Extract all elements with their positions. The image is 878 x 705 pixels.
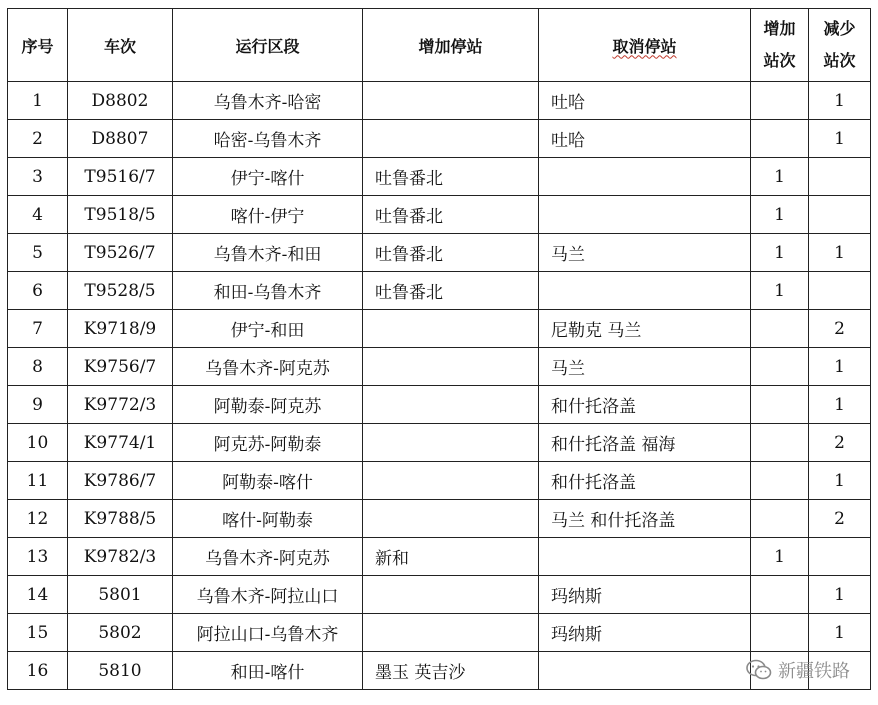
cell-reduce-count: 1 — [809, 462, 871, 500]
cell-section: 乌鲁木齐-阿克苏 — [173, 348, 363, 386]
header-add-count — [751, 9, 809, 82]
cell-reduce-count: 1 — [809, 234, 871, 272]
watermark — [746, 657, 850, 683]
cell-no: 11 — [8, 462, 68, 500]
cell-add-count — [751, 310, 809, 348]
schedule-change-table-container — [7, 8, 871, 690]
cell-reduce-count: 1 — [809, 120, 871, 158]
header-no: 序号 — [8, 9, 68, 82]
cell-add-stations — [363, 462, 539, 500]
cell-reduce-count: 2 — [809, 500, 871, 538]
cell-train: D8802 — [68, 82, 173, 120]
cell-cancel-stations: 马兰 和什托洛盖 — [539, 500, 751, 538]
cell-add-count — [751, 386, 809, 424]
cell-section: 喀什-伊宁 — [173, 196, 363, 234]
cell-add-stations: 吐鲁番北 — [363, 234, 539, 272]
cell-cancel-stations: 和什托洛盖 — [539, 462, 751, 500]
cell-section: 阿克苏-阿勒泰 — [173, 424, 363, 462]
cell-no: 9 — [8, 386, 68, 424]
schedule-change-table — [7, 8, 871, 690]
cell-reduce-count — [809, 272, 871, 310]
cell-reduce-count: 2 — [809, 424, 871, 462]
cell-reduce-count: 1 — [809, 348, 871, 386]
cell-add-stations — [363, 424, 539, 462]
cell-add-count — [751, 82, 809, 120]
cell-add-count: 1 — [751, 158, 809, 196]
cell-add-stations: 吐鲁番北 — [363, 158, 539, 196]
table-row — [8, 538, 871, 576]
header-cancel-stations — [539, 9, 751, 82]
table-row — [8, 196, 871, 234]
cell-add-stations — [363, 348, 539, 386]
cell-no: 15 — [8, 614, 68, 652]
cell-section: 乌鲁木齐-和田 — [173, 234, 363, 272]
cell-no: 2 — [8, 120, 68, 158]
cell-add-count: 1 — [751, 234, 809, 272]
cell-cancel-stations: 和什托洛盖 福海 — [539, 424, 751, 462]
cell-add-count — [751, 614, 809, 652]
cell-no: 14 — [8, 576, 68, 614]
cell-no: 8 — [8, 348, 68, 386]
cell-add-stations: 吐鲁番北 — [363, 196, 539, 234]
cell-train: K9772/3 — [68, 386, 173, 424]
cell-no: 1 — [8, 82, 68, 120]
cell-train: 5801 — [68, 576, 173, 614]
table-header-row — [8, 9, 871, 82]
table-row — [8, 82, 871, 120]
cell-train: K9782/3 — [68, 538, 173, 576]
cell-train: K9788/5 — [68, 500, 173, 538]
cell-cancel-stations: 玛纳斯 — [539, 614, 751, 652]
cell-add-count: 1 — [751, 272, 809, 310]
cell-section: 和田-喀什 — [173, 652, 363, 690]
header-train: 车次 — [68, 9, 173, 82]
cell-reduce-count: 1 — [809, 576, 871, 614]
cell-reduce-count — [809, 158, 871, 196]
cell-no: 10 — [8, 424, 68, 462]
cell-train: K9756/7 — [68, 348, 173, 386]
cell-add-stations — [363, 82, 539, 120]
table-row — [8, 652, 871, 690]
cell-section: 阿拉山口-乌鲁木齐 — [173, 614, 363, 652]
cell-add-count — [751, 348, 809, 386]
cell-no: 12 — [8, 500, 68, 538]
cell-train: T9526/7 — [68, 234, 173, 272]
cell-section: 阿勒泰-阿克苏 — [173, 386, 363, 424]
cell-section: 哈密-乌鲁木齐 — [173, 120, 363, 158]
cell-add-stations — [363, 614, 539, 652]
table-row — [8, 310, 871, 348]
cell-reduce-count: 2 — [809, 310, 871, 348]
cell-section: 乌鲁木齐-阿克苏 — [173, 538, 363, 576]
cell-cancel-stations — [539, 652, 751, 690]
cell-train: K9786/7 — [68, 462, 173, 500]
cell-reduce-count — [809, 196, 871, 234]
cell-no: 16 — [8, 652, 68, 690]
table-row — [8, 272, 871, 310]
cell-cancel-stations: 吐哈 — [539, 82, 751, 120]
cell-add-count — [751, 576, 809, 614]
watermark-text: 新疆铁路 — [778, 661, 850, 682]
cell-reduce-count: 1 — [809, 614, 871, 652]
cell-section: 阿勒泰-喀什 — [173, 462, 363, 500]
cell-cancel-stations: 玛纳斯 — [539, 576, 751, 614]
header-reduce-count — [809, 9, 871, 82]
cell-reduce-count — [809, 538, 871, 576]
cell-cancel-stations: 和什托洛盖 — [539, 386, 751, 424]
cell-section: 喀什-阿勒泰 — [173, 500, 363, 538]
cell-no: 5 — [8, 234, 68, 272]
cell-no: 3 — [8, 158, 68, 196]
header-cancel-stations-text: 取消停站 — [612, 36, 677, 56]
cell-cancel-stations — [539, 196, 751, 234]
header-reduce-count-line1: 减少 — [823, 19, 856, 38]
table-row — [8, 614, 871, 652]
table-row — [8, 500, 871, 538]
cell-add-stations — [363, 500, 539, 538]
cell-no: 13 — [8, 538, 68, 576]
cell-no: 7 — [8, 310, 68, 348]
cell-add-stations: 新和 — [363, 538, 539, 576]
table-body — [8, 82, 871, 690]
table-row — [8, 348, 871, 386]
cell-add-stations — [363, 310, 539, 348]
cell-train: T9528/5 — [68, 272, 173, 310]
cell-cancel-stations: 马兰 — [539, 348, 751, 386]
header-reduce-count-line2: 站次 — [823, 51, 856, 70]
cell-train: K9774/1 — [68, 424, 173, 462]
table-row — [8, 462, 871, 500]
cell-no: 6 — [8, 272, 68, 310]
cell-train: 5802 — [68, 614, 173, 652]
table-row — [8, 424, 871, 462]
cell-train: 5810 — [68, 652, 173, 690]
table-row — [8, 386, 871, 424]
cell-add-stations: 吐鲁番北 — [363, 272, 539, 310]
cell-add-count — [751, 462, 809, 500]
table-row — [8, 120, 871, 158]
header-section: 运行区段 — [173, 9, 363, 82]
cell-cancel-stations: 吐哈 — [539, 120, 751, 158]
header-add-count-line1: 增加 — [763, 19, 796, 38]
table-row — [8, 576, 871, 614]
cell-add-count: 1 — [751, 196, 809, 234]
cell-section: 乌鲁木齐-阿拉山口 — [173, 576, 363, 614]
cell-reduce-count: 1 — [809, 386, 871, 424]
cell-section: 乌鲁木齐-哈密 — [173, 82, 363, 120]
cell-cancel-stations — [539, 158, 751, 196]
cell-add-stations — [363, 386, 539, 424]
cell-train: T9516/7 — [68, 158, 173, 196]
table-row — [8, 158, 871, 196]
cell-add-count: 1 — [751, 538, 809, 576]
cell-train: T9518/5 — [68, 196, 173, 234]
cell-section: 和田-乌鲁木齐 — [173, 272, 363, 310]
cell-add-count — [751, 500, 809, 538]
cell-section: 伊宁-和田 — [173, 310, 363, 348]
cell-add-stations — [363, 120, 539, 158]
cell-no: 4 — [8, 196, 68, 234]
cell-cancel-stations: 马兰 — [539, 234, 751, 272]
wechat-icon — [746, 659, 772, 681]
table-row — [8, 234, 871, 272]
cell-add-count — [751, 120, 809, 158]
header-add-stations: 增加停站 — [363, 9, 539, 82]
cell-add-stations — [363, 576, 539, 614]
header-add-count-line2: 站次 — [763, 51, 796, 70]
cell-add-stations: 墨玉 英吉沙 — [363, 652, 539, 690]
cell-cancel-stations — [539, 538, 751, 576]
cell-reduce-count: 1 — [809, 82, 871, 120]
cell-cancel-stations: 尼勒克 马兰 — [539, 310, 751, 348]
cell-train: K9718/9 — [68, 310, 173, 348]
cell-add-count — [751, 424, 809, 462]
cell-section: 伊宁-喀什 — [173, 158, 363, 196]
cell-train: D8807 — [68, 120, 173, 158]
cell-cancel-stations — [539, 272, 751, 310]
